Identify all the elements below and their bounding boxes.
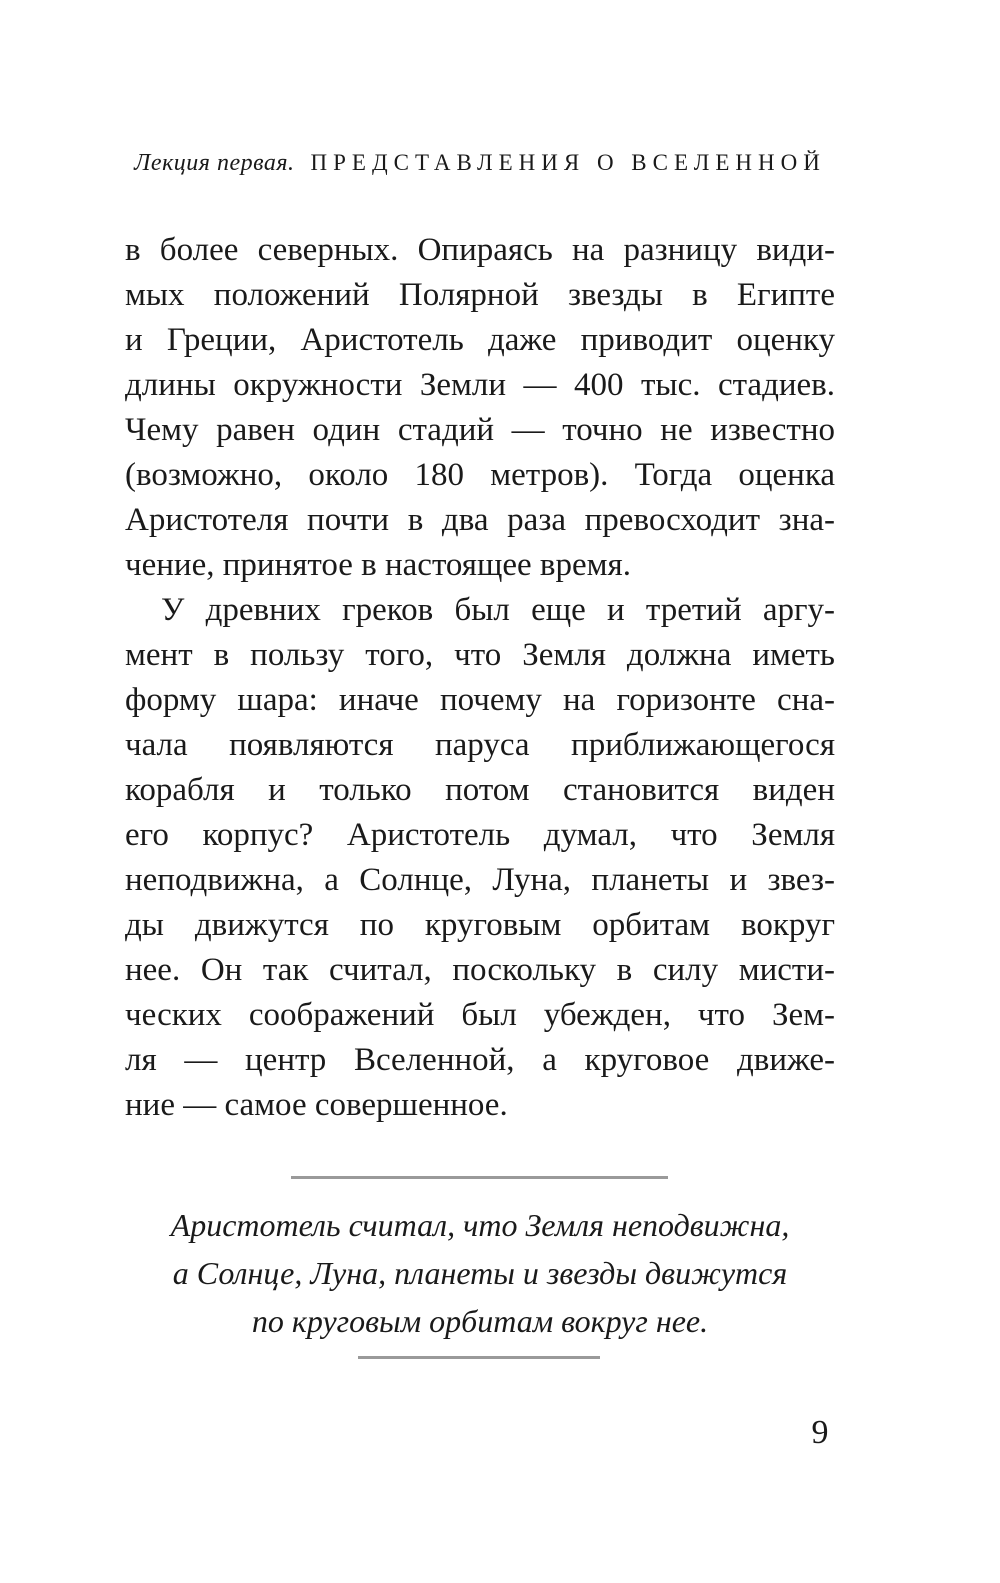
body-line: нее. Он так считал, поскольку в силу мисти-: [125, 952, 835, 988]
body-line: Аристотеля почти в два раза превосходит зна-: [125, 502, 835, 538]
body-line: мент в пользу того, что Земля должна иметь: [125, 637, 835, 673]
body-line: неподвижна, а Солнце, Луна, планеты и звез-: [125, 862, 835, 898]
lecture-label: Лекция первая.: [134, 150, 295, 176]
body-line: У древних греков был еще и третий аргу-: [161, 592, 835, 628]
body-text: [125, 228, 835, 1128]
quote-separator-bottom: [358, 1356, 600, 1359]
body-line: в более северных. Опираясь на разницу види-: [125, 232, 835, 268]
running-head: [125, 150, 835, 177]
body-line: ды движутся по круговым орбитам вокруг: [125, 907, 835, 943]
body-line: ческих соображений был убежден, что Зем-: [125, 997, 835, 1033]
quote-line: Аристотель считал, что Земля неподвижна,: [170, 1207, 790, 1243]
body-line: Чему равен один стадий — точно не известно: [125, 412, 835, 448]
body-line: и Греции, Аристотель даже приводит оценку: [125, 322, 835, 358]
body-line: (возможно, около 180 метров). Тогда оценка: [125, 457, 835, 493]
body-line: ля — центр Вселенной, а круговое движе-: [125, 1042, 835, 1078]
body-line: чала появляются паруса приближающегося: [125, 727, 835, 763]
body-line: чение, принятое в настоящее время.: [125, 547, 631, 583]
body-line: длины окружности Земли — 400 тыс. стадиев.: [125, 367, 835, 403]
body-line: корабля и только потом становится виден: [125, 772, 835, 808]
body-line: его корпус? Аристотель думал, что Земля: [125, 817, 835, 853]
quote-block: [125, 1201, 835, 1345]
body-line: форму шара: иначе почему на горизонте сна-: [125, 682, 835, 718]
body-line: мых положений Полярной звезды в Египте: [125, 277, 835, 313]
quote-line: а Солнце, Луна, планеты и звезды движутся: [172, 1255, 788, 1291]
chapter-title: ПРЕДСТАВЛЕНИЯ О ВСЕЛЕННОЙ: [310, 150, 826, 175]
page-number: 9: [811, 1414, 829, 1451]
quote-line: по круговым орбитам вокруг нее.: [251, 1303, 709, 1339]
quote-separator-top: [291, 1176, 668, 1179]
body-line: ние — самое совершенное.: [125, 1087, 508, 1123]
